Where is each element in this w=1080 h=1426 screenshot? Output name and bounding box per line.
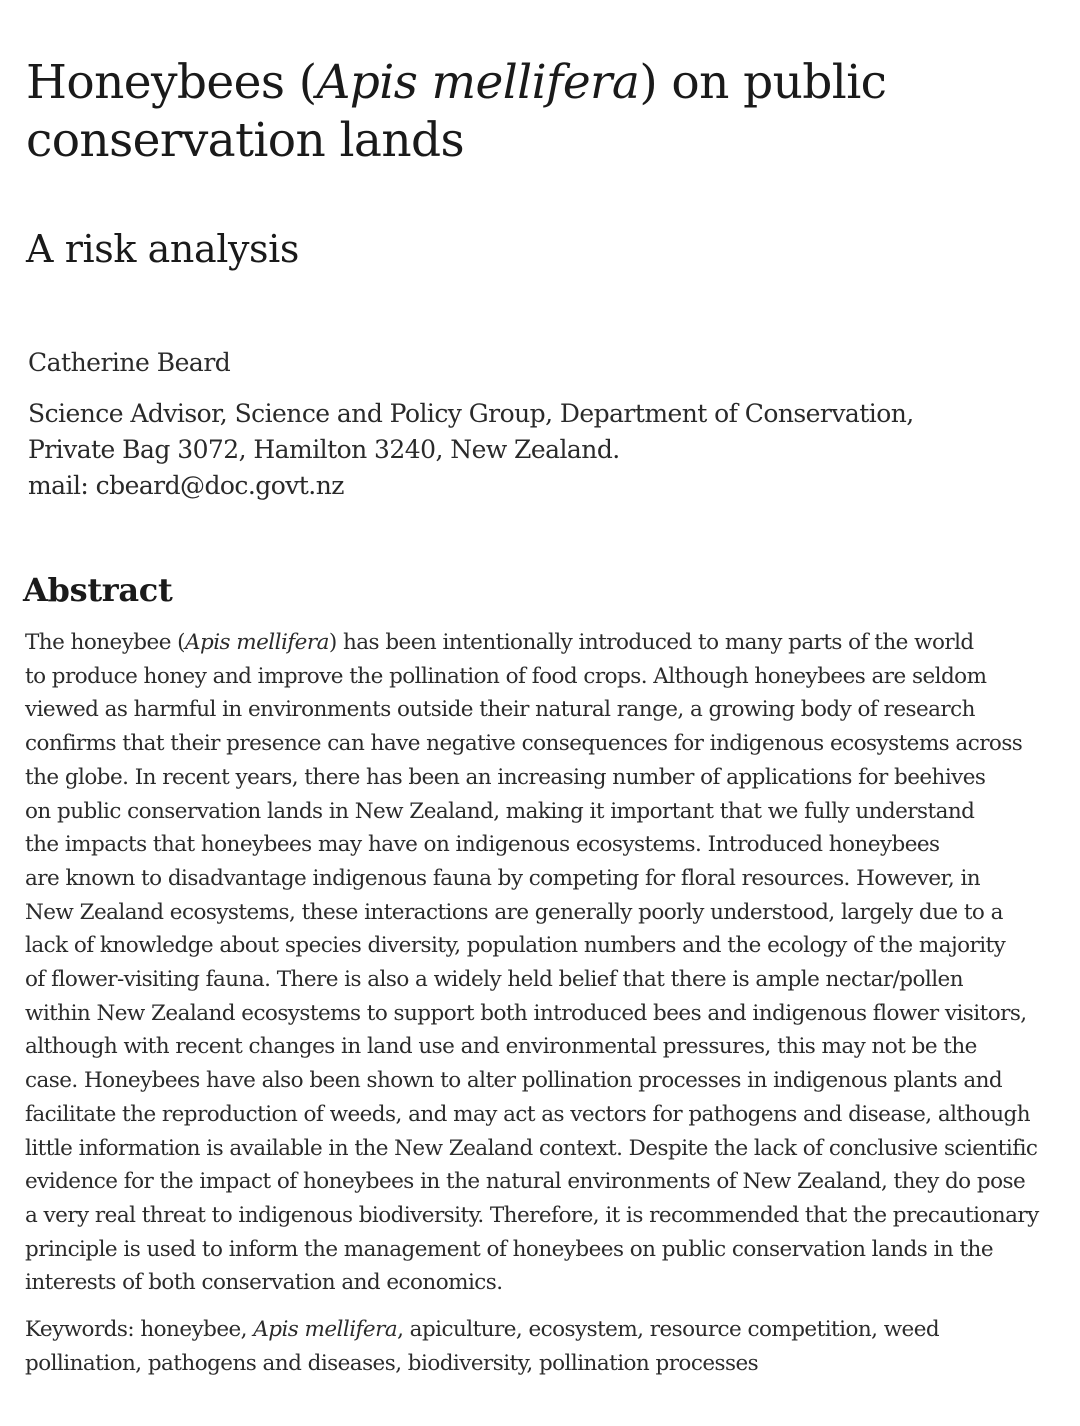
abstract-body [25,626,1065,1300]
title-line-2: conservation lands [26,113,465,168]
abstract-line: evidence for the impact of honeybees in the natural environments of New Zealand, they do pose [25,1169,1026,1195]
abstract-heading: Abstract [23,571,173,609]
abstract-line: although with recent changes in land use and environmental pressures, this may not be the [25,1034,977,1060]
abstract-line: the impacts that honeybees may have on indigenous ecosystems. Introduced honeybees [25,832,940,858]
abstract-line [25,626,1065,660]
abstract-line: principle is used to inform the management of honeybees on public conservation lands in the [25,1236,994,1262]
author-affiliation [28,396,1068,504]
abstract-line: facilitate the reproduction of weeds, and may act as vectors for pathogens and disease, although [25,1101,1030,1127]
abstract-line: viewed as harmful in environments outside their natural range, a growing body of research [25,697,975,723]
keywords-line [25,1313,1065,1347]
abstract-line: within New Zealand ecosystems to support both introduced bees and indigenous flower visitors, [25,1000,1027,1026]
keywords-species-name: Apis mellifera [253,1317,398,1342]
title-text-start: Honeybees ( [26,55,317,110]
affiliation-line: Science Advisor, Science and Policy Group, Department of Conservation, [28,399,914,428]
abstract-line: little information is available in the New Zealand context. Despite the lack of conclusive scientific [25,1135,1038,1161]
document-title [26,54,1026,170]
abstract-line: New Zealand ecosystems, these interactions are generally poorly understood, largely due to a [25,899,1003,925]
abstract-line: confirms that their presence can have negative consequences for indigenous ecosystems across [25,731,1023,757]
author-name: Catherine Beard [28,348,231,377]
abstract-line: on public conservation lands in New Zealand, making it important that we fully understand [25,798,975,824]
abstract-line: lack of knowledge about species diversity, population numbers and the ecology of the majority [25,933,1006,959]
abstract-line: to produce honey and improve the pollination of food crops. Although honeybees are seldom [25,663,987,689]
abstract-line: interests of both conservation and economics. [25,1270,503,1296]
abstract-line: a very real threat to indigenous biodiversity. Therefore, it is recommended that the precautionary [25,1202,1039,1228]
document-subtitle: A risk analysis [26,227,300,271]
abstract-text: The honeybee ( [25,630,185,655]
keywords-line: pollination, pathogens and diseases, biodiversity, pollination processes [25,1351,759,1376]
abstract-line: are known to disadvantage indigenous fauna by competing for floral resources. However, in [25,865,981,891]
abstract-line: case. Honeybees have also been shown to alter pollination processes in indigenous plants and [25,1068,1003,1094]
affiliation-line: Private Bag 3072, Hamilton 3240, New Zealand. [28,435,620,464]
abstract-line: the globe. In recent years, there has been an increasing number of applications for beehives [25,764,986,790]
abstract-species-name: Apis mellifera [185,630,329,655]
abstract-text: ) has been intentionally introduced to many parts of the world [328,630,974,655]
author-email: mail: cbeard@doc.govt.nz [28,471,344,500]
title-species-name: Apis mellifera [316,55,640,110]
title-text-end: ) on public [639,55,887,110]
keywords-text: Keywords: honeybee, [25,1317,254,1342]
keywords [25,1313,1065,1381]
abstract-line: of flower-visiting fauna. There is also a widely held belief that there is ample nectar/pollen [25,967,963,993]
keywords-text: , apiculture, ecosystem, resource competition, weed [397,1317,940,1342]
